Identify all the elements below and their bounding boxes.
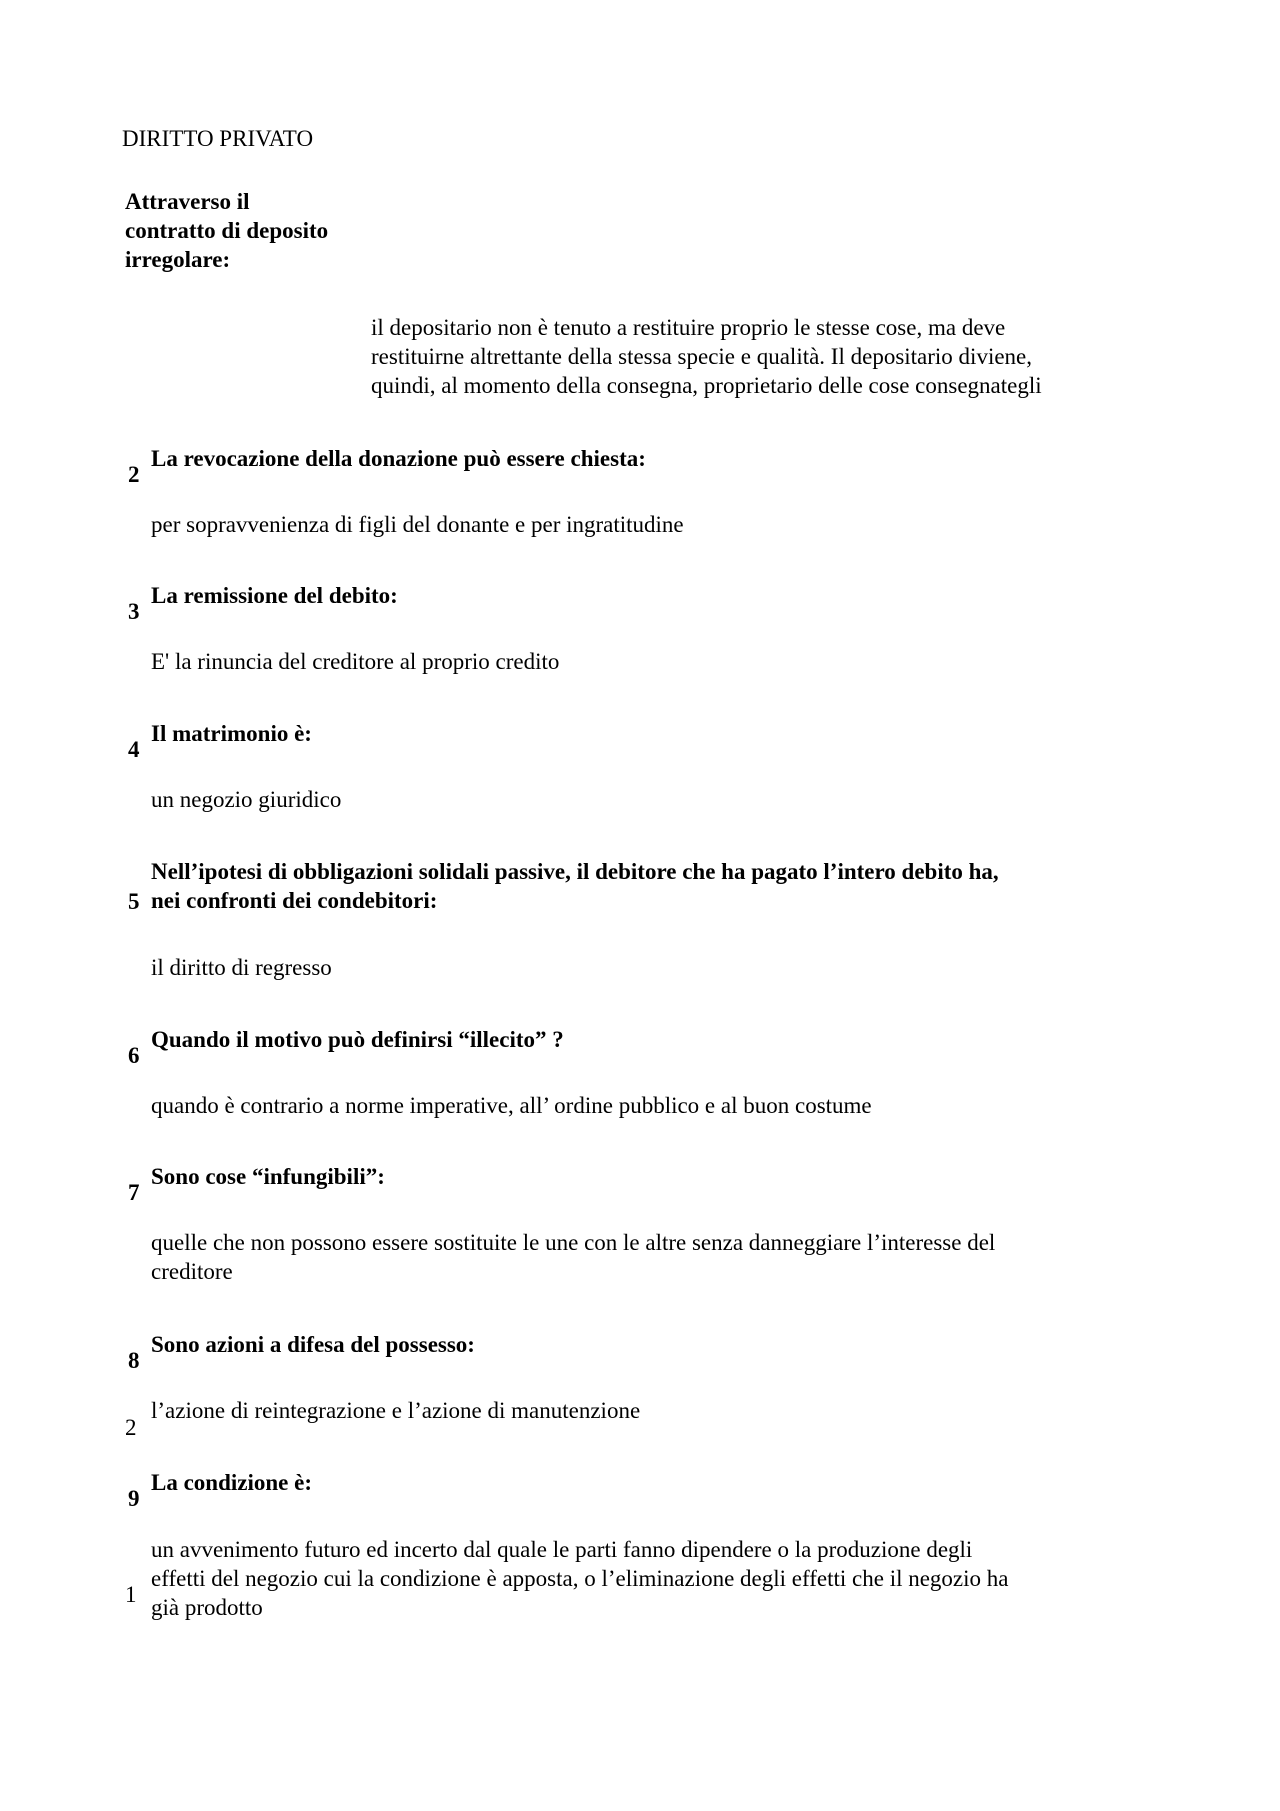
answer-1-line: quindi, al momento della consegna, proprietario delle cose consegnategli: [371, 373, 1042, 398]
question-1-line: irregolare:: [125, 247, 231, 272]
answer-1-line: restituirne altrettante della stessa specie e qualità. Il depositario diviene,: [371, 344, 1033, 369]
question-line: Quando il motivo può definirsi “illecito” ?: [151, 1027, 564, 1052]
question-number: 2: [128, 462, 140, 487]
question-4: [151, 719, 312, 748]
question-number: 5: [128, 889, 140, 914]
question-line: La condizione è:: [151, 1470, 312, 1495]
question-line: nei confronti dei condebitori:: [151, 888, 438, 913]
question-number: 6: [128, 1043, 140, 1068]
question-number: 7: [128, 1180, 140, 1205]
question-line: Il matrimonio è:: [151, 721, 312, 746]
question-line: La remissione del debito:: [151, 583, 398, 608]
answer-line: quelle che non possono essere sostituite le une con le altre senza danneggiare l’interesse del: [151, 1230, 996, 1255]
answer-line: un avvenimento futuro ed incerto dal quale le parti fanno dipendere o la produzione degli: [151, 1537, 973, 1562]
question-number: 3: [128, 599, 140, 624]
answer-line: un negozio giuridico: [151, 787, 342, 812]
question-line: Sono cose “infungibili”:: [151, 1164, 385, 1189]
answer-1: [371, 313, 1042, 400]
answer-line: creditore: [151, 1259, 233, 1284]
question-1: [125, 187, 328, 274]
answer-6: [151, 1091, 872, 1120]
question-2: [151, 444, 646, 473]
answer-5: [151, 953, 332, 982]
answer-line: già prodotto: [151, 1595, 263, 1620]
answer-8: [151, 1396, 640, 1425]
question-6: [151, 1025, 564, 1054]
answer-4: [151, 785, 341, 814]
question-line: Sono azioni a difesa del possesso:: [151, 1332, 475, 1357]
answer-line: quando è contrario a norme imperative, all’ ordine pubblico e al buon costume: [151, 1093, 872, 1118]
answer-3: [151, 647, 559, 676]
answer-line: effetti del negozio cui la condizione è apposta, o l’eliminazione degli effetti che il negozio ha: [151, 1566, 1009, 1591]
side-mark: 2: [125, 1415, 137, 1440]
question-1-line: contratto di deposito: [125, 218, 329, 243]
answer-line: E' la rinuncia del creditore al proprio credito: [151, 649, 560, 674]
question-5: [151, 857, 999, 915]
answer-line: per sopravvenienza di figli del donante e per ingratitudine: [151, 512, 684, 537]
answer-1-line: il depositario non è tenuto a restituire proprio le stesse cose, ma deve: [371, 315, 1006, 340]
question-3: [151, 581, 398, 610]
document-title: DIRITTO PRIVATO: [122, 126, 314, 151]
question-number: 9: [128, 1486, 140, 1511]
answer-9: [151, 1535, 1009, 1622]
question-1-line: Attraverso il: [125, 189, 250, 214]
answer-line: il diritto di regresso: [151, 955, 332, 980]
answer-line: l’azione di reintegrazione e l’azione di manutenzione: [151, 1398, 641, 1423]
question-line: Nell’ipotesi di obbligazioni solidali passive, il debitore che ha pagato l’intero debito ha,: [151, 859, 999, 884]
question-number: 8: [128, 1348, 140, 1373]
question-number: 4: [128, 737, 140, 762]
question-7: [151, 1162, 385, 1191]
question-8: [151, 1330, 475, 1359]
question-line: La revocazione della donazione può essere chiesta:: [151, 446, 646, 471]
answer-2: [151, 510, 684, 539]
side-mark: 1: [125, 1582, 137, 1607]
answer-7: [151, 1228, 995, 1286]
question-9: [151, 1468, 312, 1497]
